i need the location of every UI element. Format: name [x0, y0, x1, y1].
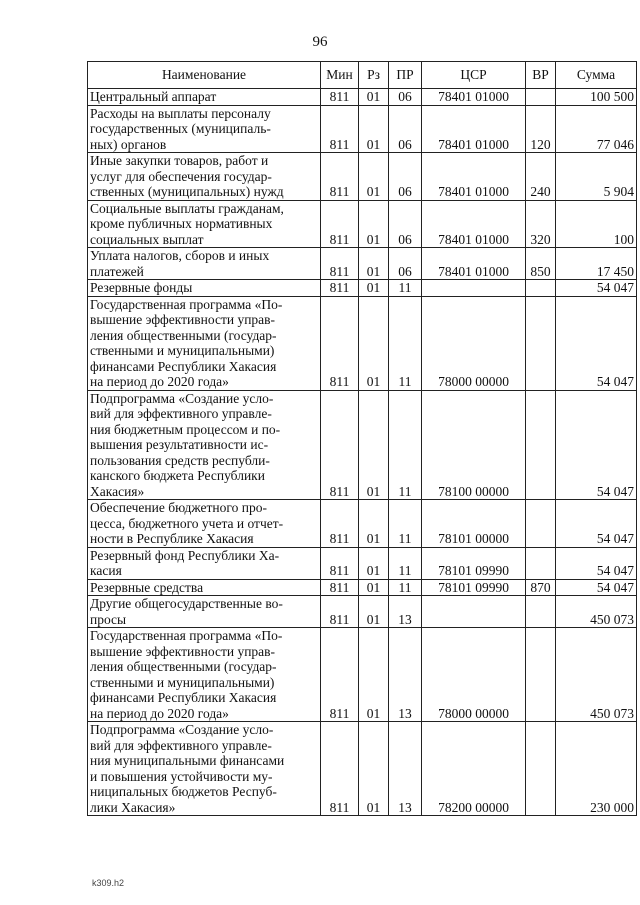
row-name-line: Государственная программа «По- — [90, 296, 283, 312]
row-min-cell: 811 — [321, 89, 359, 106]
row-rz-cell: 01 — [359, 89, 389, 106]
row-vr-cell: 850 — [526, 248, 556, 280]
row-csr-cell: 78401 01000 — [422, 153, 526, 201]
row-csr-cell: 78101 09990 — [422, 547, 526, 579]
table-row — [88, 248, 637, 280]
row-rz-cell: 01 — [359, 200, 389, 248]
row-sum-cell: 54 047 — [556, 390, 637, 500]
row-rz-cell: 01 — [359, 547, 389, 579]
row-name-line: вий для эффективного управле- — [90, 737, 272, 753]
row-name-cell — [88, 153, 321, 201]
row-sum-cell: 450 073 — [556, 596, 637, 628]
row-rz-cell: 01 — [359, 296, 389, 390]
row-pr-cell: 11 — [389, 280, 422, 297]
row-pr-cell: 13 — [389, 628, 422, 722]
row-sum-cell: 54 047 — [556, 500, 637, 548]
table-body — [88, 89, 637, 816]
row-sum-cell: 100 500 — [556, 89, 637, 106]
row-csr-cell: 78200 00000 — [422, 722, 526, 816]
row-vr-cell — [526, 89, 556, 106]
row-name-line: услуг для обеспечения государ- — [90, 168, 272, 184]
row-csr-cell — [422, 596, 526, 628]
row-name-line: Резервные средства — [90, 579, 204, 595]
header-csr: ЦСР — [422, 62, 526, 89]
row-vr-cell — [526, 722, 556, 816]
row-csr-cell: 78401 01000 — [422, 248, 526, 280]
row-sum-cell: 54 047 — [556, 579, 637, 596]
table-row — [88, 390, 637, 500]
row-pr-cell: 11 — [389, 296, 422, 390]
row-vr-cell — [526, 500, 556, 548]
row-vr-cell: 870 — [526, 579, 556, 596]
row-csr-cell: 78401 01000 — [422, 200, 526, 248]
row-sum-cell: 54 047 — [556, 296, 637, 390]
row-name-line: вий для эффективного управле- — [90, 406, 272, 421]
row-name-line: ственными и муниципальными) — [90, 674, 275, 690]
header-name: Наименование — [88, 62, 321, 89]
row-name-cell — [88, 280, 321, 297]
row-csr-cell: 78401 01000 — [422, 105, 526, 153]
row-vr-cell — [526, 296, 556, 390]
table-row — [88, 153, 637, 201]
row-pr-cell: 06 — [389, 200, 422, 248]
row-vr-cell: 320 — [526, 200, 556, 248]
row-min-cell: 811 — [321, 579, 359, 596]
row-csr-cell: 78000 00000 — [422, 296, 526, 390]
row-name-line: ственными и муниципальными) — [90, 343, 275, 358]
row-rz-cell: 01 — [359, 500, 389, 548]
row-name-cell — [88, 628, 321, 722]
row-rz-cell: 01 — [359, 722, 389, 816]
row-name-line: Хакасия» — [90, 483, 145, 499]
row-csr-cell: 78100 00000 — [422, 390, 526, 500]
row-name-line: пользования средств республи- — [90, 452, 270, 468]
table-row — [88, 579, 637, 596]
row-min-cell: 811 — [321, 596, 359, 628]
row-vr-cell — [526, 628, 556, 722]
row-rz-cell: 01 — [359, 280, 389, 297]
row-name-line: платежей — [90, 263, 144, 279]
row-pr-cell: 06 — [389, 89, 422, 106]
row-name-line: вышения результативности ис- — [90, 437, 269, 452]
row-min-cell: 811 — [321, 390, 359, 500]
row-name-line: государственных (муниципаль- — [90, 121, 271, 136]
header-sum: Сумма — [556, 62, 637, 89]
row-pr-cell: 06 — [389, 153, 422, 201]
table-row — [88, 500, 637, 548]
table-row — [88, 280, 637, 297]
row-rz-cell: 01 — [359, 390, 389, 500]
row-name-line: вышение эффективности управ- — [90, 643, 276, 659]
row-sum-cell: 54 047 — [556, 547, 637, 579]
row-csr-cell: 78401 01000 — [422, 89, 526, 106]
row-min-cell: 811 — [321, 248, 359, 280]
table-row — [88, 596, 637, 628]
row-name-line: Иные закупки товаров, работ и — [90, 153, 269, 168]
row-name-cell — [88, 500, 321, 548]
row-pr-cell: 11 — [389, 500, 422, 548]
row-sum-cell: 5 904 — [556, 153, 637, 201]
row-name-line: касия — [90, 563, 122, 578]
table-row — [88, 105, 637, 153]
row-vr-cell — [526, 280, 556, 297]
row-pr-cell: 06 — [389, 105, 422, 153]
row-name-cell — [88, 547, 321, 579]
row-csr-cell: 78101 00000 — [422, 500, 526, 548]
row-name-line: и повышения устойчивости му- — [90, 768, 273, 784]
table-row — [88, 89, 637, 106]
row-rz-cell: 01 — [359, 153, 389, 201]
row-sum-cell: 100 — [556, 200, 637, 248]
row-name-cell — [88, 200, 321, 248]
row-name-line: ления общественными (государ- — [90, 327, 277, 343]
row-name-line: ния муниципальными финансами — [90, 753, 285, 768]
row-rz-cell: 01 — [359, 628, 389, 722]
row-name-line: Подпрограмма «Создание усло- — [90, 390, 274, 406]
row-rz-cell: 01 — [359, 248, 389, 280]
row-name-line: ственных (муниципальных) нужд — [90, 184, 284, 199]
row-name-line: Другие общегосударственные во- — [90, 596, 283, 611]
row-name-line: просы — [90, 611, 127, 627]
row-csr-cell: 78000 00000 — [422, 628, 526, 722]
row-pr-cell: 06 — [389, 248, 422, 280]
row-min-cell: 811 — [321, 722, 359, 816]
row-name-line: Подпрограмма «Создание усло- — [90, 722, 274, 737]
row-name-line: Уплата налогов, сборов и иных — [90, 248, 270, 263]
row-name-line: на период до 2020 года» — [90, 705, 229, 721]
row-name-line: финансами Республики Хакасия — [90, 358, 277, 374]
row-sum-cell: 230 000 — [556, 722, 637, 816]
row-pr-cell: 13 — [389, 596, 422, 628]
row-name-line: ния бюджетным процессом и по- — [90, 421, 281, 437]
row-name-line: цесса, бюджетного учета и отчет- — [90, 515, 284, 531]
row-rz-cell: 01 — [359, 596, 389, 628]
table-row — [88, 628, 637, 722]
row-name-cell — [88, 579, 321, 596]
row-name-line: Резервный фонд Республики Ха- — [90, 547, 280, 563]
row-name-line: финансами Республики Хакасия — [90, 690, 277, 705]
row-name-line: социальных выплат — [90, 231, 204, 247]
row-name-line: канского бюджета Республики — [90, 468, 265, 483]
row-rz-cell: 01 — [359, 579, 389, 596]
row-name-line: на период до 2020 года» — [90, 374, 229, 389]
table-row — [88, 296, 637, 390]
row-name-cell — [88, 248, 321, 280]
row-name-line: кроме публичных нормативных — [90, 216, 273, 231]
header-rz: Рз — [359, 62, 389, 89]
row-name-cell — [88, 296, 321, 390]
table-row — [88, 547, 637, 579]
row-name-cell — [88, 89, 321, 106]
row-min-cell: 811 — [321, 547, 359, 579]
row-name-line: Центральный аппарат — [90, 89, 217, 104]
row-sum-cell: 17 450 — [556, 248, 637, 280]
row-sum-cell: 54 047 — [556, 280, 637, 297]
header-min: Мин — [321, 62, 359, 89]
row-name-line: Резервные фонды — [90, 280, 193, 295]
row-rz-cell: 01 — [359, 105, 389, 153]
row-pr-cell: 11 — [389, 579, 422, 596]
row-pr-cell: 11 — [389, 390, 422, 500]
row-min-cell: 811 — [321, 296, 359, 390]
row-min-cell: 811 — [321, 153, 359, 201]
row-name-line: лики Хакасия» — [90, 799, 176, 815]
row-name-cell — [88, 722, 321, 816]
row-vr-cell — [526, 547, 556, 579]
row-name-cell — [88, 105, 321, 153]
budget-table — [87, 61, 637, 816]
table-header-row — [88, 62, 637, 89]
row-name-line: Государственная программа «По- — [90, 628, 283, 643]
row-name-line: ности в Республике Хакасия — [90, 531, 254, 546]
row-pr-cell: 11 — [389, 547, 422, 579]
footer-code: k309.h2 — [92, 878, 125, 888]
row-min-cell: 811 — [321, 280, 359, 297]
page-number: 96 — [312, 34, 328, 50]
header-vr: ВР — [526, 62, 556, 89]
row-name-line: вышение эффективности управ- — [90, 312, 276, 327]
row-csr-cell — [422, 280, 526, 297]
header-pr: ПР — [389, 62, 422, 89]
row-min-cell: 811 — [321, 200, 359, 248]
row-name-line: ных) органов — [90, 136, 167, 152]
row-vr-cell — [526, 390, 556, 500]
row-name-cell — [88, 596, 321, 628]
table-row — [88, 200, 637, 248]
row-vr-cell — [526, 596, 556, 628]
row-vr-cell: 120 — [526, 105, 556, 153]
row-name-line: Обеспечение бюджетного про- — [90, 500, 267, 515]
row-csr-cell: 78101 09990 — [422, 579, 526, 596]
row-name-line: ления общественными (государ- — [90, 659, 277, 674]
row-min-cell: 811 — [321, 500, 359, 548]
row-vr-cell: 240 — [526, 153, 556, 201]
row-min-cell: 811 — [321, 628, 359, 722]
row-name-cell — [88, 390, 321, 500]
row-min-cell: 811 — [321, 105, 359, 153]
row-name-line: ниципальных бюджетов Респуб- — [90, 784, 277, 799]
table-row — [88, 722, 637, 816]
row-sum-cell: 77 046 — [556, 105, 637, 153]
row-pr-cell: 13 — [389, 722, 422, 816]
row-sum-cell: 450 073 — [556, 628, 637, 722]
row-name-line: Расходы на выплаты персоналу — [90, 105, 271, 121]
row-name-line: Социальные выплаты гражданам, — [90, 200, 284, 216]
